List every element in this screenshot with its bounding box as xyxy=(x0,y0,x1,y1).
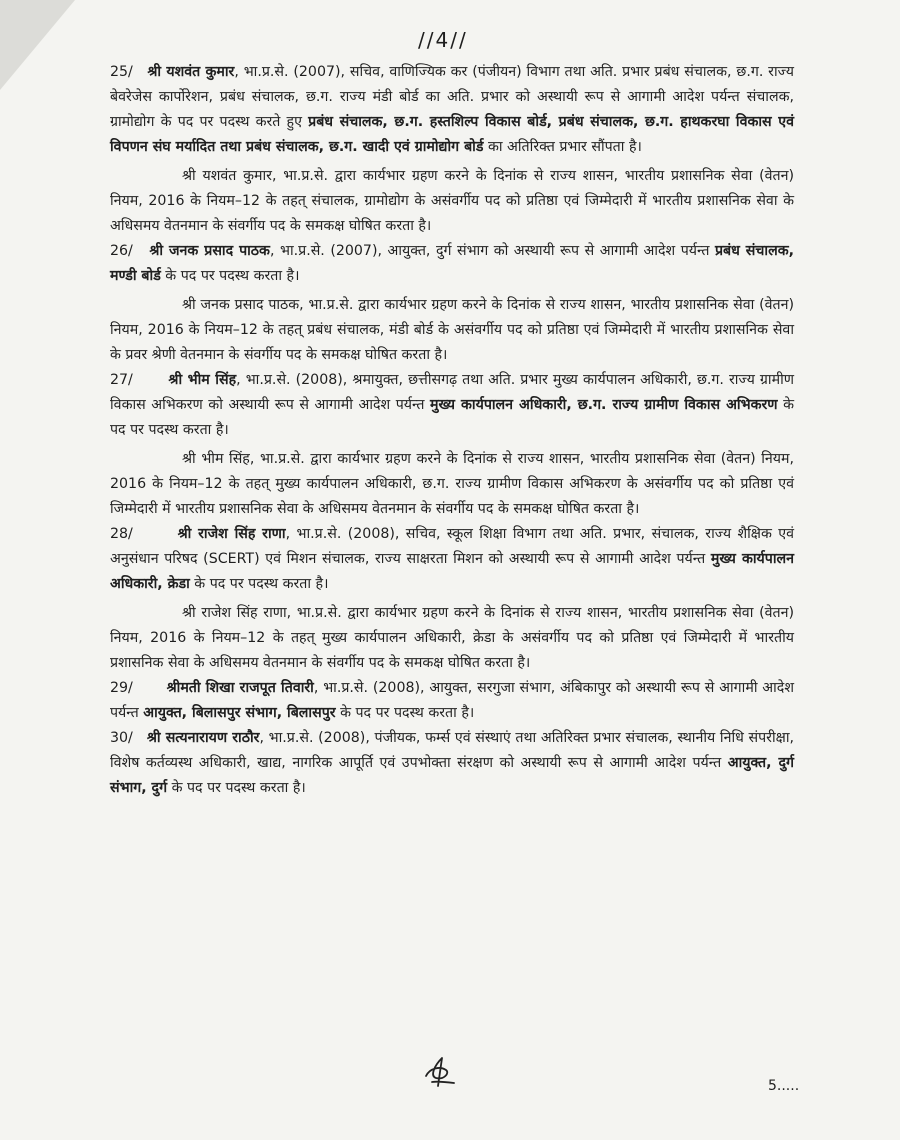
entry-25-declaration: श्री यशवंत कुमार, भा.प्र.से. द्वारा कार्यभार ग्रहण करने के दिनांक से राज्य शासन, भारतीय प्रशासनिक सेवा (वेतन) नियम, 2016 के नियम–12 के तहत् संचालक, ग्रामोद्योग के असंवर्गीय पद को प्रतिष्ठा एवं जिम्मेदारी में भारतीय प्रशासनिक सेवा के अधिसमय वेतनमान के संवर्गीय पद के समकक्ष घोषित करता है। xyxy=(110,168,794,234)
entry-text: संचालक, ग्रामोद्योग xyxy=(110,89,794,130)
officer-name: श्री जनक प्रसाद पाठक xyxy=(149,243,270,259)
entry-number: 28/ xyxy=(110,526,133,542)
signature-initials xyxy=(420,1048,458,1088)
posting-title: प्रबंध संचालक, छ.ग. हस्तशिल्प विकास बोर्ड, प्रबंध संचालक, छ.ग. हाथकरघा विकास एवं विपणन संघ मर्यादित तथा प्रबंध संचालक, छ.ग. खादी एवं ग्रामोद्योग बोर्ड xyxy=(110,114,794,155)
entry-number: 27/ xyxy=(110,372,133,388)
entry-26-declaration: श्री जनक प्रसाद पाठक, भा.प्र.से. द्वारा कार्यभार ग्रहण करने के दिनांक से राज्य शासन, भारतीय प्रशासनिक सेवा (वेतन) नियम, 2016 के नियम–12 के तहत् प्रबंध संचालक, मंडी बोर्ड के असंवर्गीय पद को प्रतिष्ठा एवं जिम्मेदारी में भारतीय प्रशासनिक सेवा के प्रवर श्रेणी वेतनमान के संवर्गीय पद के समकक्ष घोषित करता है। xyxy=(110,297,794,363)
order-entry-29 xyxy=(110,676,794,726)
entry-29-main xyxy=(110,676,794,726)
order-entry-25 xyxy=(110,60,794,239)
officer-name: श्रीमती शिखा राजपूत तिवारी xyxy=(166,680,314,696)
officer-name: श्री भीम सिंह xyxy=(168,372,237,388)
order-entry-30 xyxy=(110,726,794,801)
posting-title: मुख्य कार्यपालन अधिकारी, छ.ग. राज्य ग्रामीण विकास अभिकरण xyxy=(430,397,778,413)
entry-text: के पद पर पदस्थ करता है। xyxy=(189,576,329,592)
entry-25-main xyxy=(110,60,794,160)
posting-title: आयुक्त, दुर्ग संभाग, दुर्ग xyxy=(110,755,794,796)
entry-number: 29/ xyxy=(110,680,133,696)
entry-text: के पद पर पदस्थ करता है। xyxy=(110,397,794,438)
entry-text: के पद पर पदस्थ करता है। xyxy=(335,705,475,721)
entry-28-main xyxy=(110,522,794,597)
entry-30-main xyxy=(110,726,794,801)
entry-number: 26/ xyxy=(110,243,133,259)
next-page-marker: 5..... xyxy=(768,1078,800,1094)
entry-26-main xyxy=(110,239,794,289)
entry-number: 25/ xyxy=(110,64,133,80)
posting-title: मुख्य कार्यपालन अधिकारी, क्रेडा xyxy=(110,551,794,592)
entry-27-declaration: श्री भीम सिंह, भा.प्र.से. द्वारा कार्यभार ग्रहण करने के दिनांक से राज्य शासन, भारतीय प्रशासनिक सेवा (वेतन) नियम, 2016 के नियम–12 के तहत् मुख्य कार्यपालन अधिकारी, छ.ग. राज्य ग्रामीण विकास अभिकरण के असंवर्गीय पद को प्रतिष्ठा एवं जिम्मेदारी में भारतीय प्रशासनिक सेवा के अधिसमय वेतनमान के संवर्गीय पद के समकक्ष घोषित करता है। xyxy=(110,451,794,517)
entry-text: , भा.प्र.से. (2008), पंजीयक, फर्म्स एवं संस्थाएं तथा अतिरिक्त प्रभार संचालक, स्थानीय निधि संपरीक्षा, विशेष कर्तव्यस्थ अधिकारी, खाद्य, नागरिक आपूर्ति एवं उपभोक्ता संरक्षण को अस्थायी रूप से आगामी आदेश पर्यन्त xyxy=(110,730,795,771)
entry-number: 30/ xyxy=(110,730,133,746)
entry-text: , भा.प्र.से. (2007), आयुक्त, दुर्ग संभाग को अस्थायी रूप से आगामी आदेश पर्यन्त xyxy=(269,243,715,259)
folded-corner xyxy=(0,0,75,90)
posting-title: आयुक्त, बिलासपुर संभाग, बिलासपुर xyxy=(143,705,336,721)
officer-name: श्री सत्यनारायण राठौर xyxy=(146,730,260,746)
entry-text: के पद पर पदस्थ करते हुए xyxy=(154,114,309,130)
officer-name: श्री राजेश सिंह राणा xyxy=(177,526,286,542)
entry-text: , भा.प्र.से. (2008), सचिव, स्कूल शिक्षा विभाग तथा अति. प्रभार, संचालक, राज्य शैक्षिक एवं अनुसंधान परिषद (SCERT) एवं मिशन संचालक, राज्य साक्षरता मिशन को अस्थायी रूप से आगामी आदेश पर्यन्त xyxy=(110,526,794,567)
entry-text: के पद पर पदस्थ करता है। xyxy=(160,268,300,284)
entry-27-main xyxy=(110,368,794,443)
entry-text: का अतिरिक्त प्रभार सौंपता है। xyxy=(483,139,642,155)
order-entry-26 xyxy=(110,239,794,368)
officer-name: श्री यशवंत कुमार xyxy=(147,64,235,80)
entry-text: , भा.प्र.से. (2008), आयुक्त, सरगुजा संभाग, अंबिकापुर को अस्थायी रूप से आगामी आदेश पर्यन्त xyxy=(110,680,794,721)
page-number: //4// xyxy=(418,28,468,52)
posting-title: प्रबंध संचालक, मण्डी बोर्ड xyxy=(110,243,794,284)
entry-text: , भा.प्र.से. (2007), सचिव, वाणिज्यिक कर (पंजीयन) विभाग तथा अति. प्रभार प्रबंध संचालक, छ.ग. राज्य बेवरेजेस कार्पोरेशन, प्रबंध संचालक, छ.ग. राज्य मंडी बोर्ड का अति. प्रभार को अस्थायी रूप से आगामी आदेश पर्यन्त xyxy=(110,64,794,105)
entry-text: , भा.प्र.से. (2008), श्रमायुक्त, छत्तीसगढ़ तथा अति. प्रभार मुख्य कार्यपालन अधिकारी, छ.ग. राज्य ग्रामीण विकास अभिकरण को अस्थायी रूप से आगामी आदेश पर्यन्त xyxy=(110,372,795,413)
entry-28-declaration: श्री राजेश सिंह राणा, भा.प्र.से. द्वारा कार्यभार ग्रहण करने के दिनांक से राज्य शासन, भारतीय प्रशासनिक सेवा (वेतन) नियम, 2016 के नियम–12 के तहत् मुख्य कार्यपालन अधिकारी, क्रेडा के असंवर्गीय पद को प्रतिष्ठा एवं जिम्मेदारी में भारतीय प्रशासनिक सेवा के अधिसमय वेतनमान के संवर्गीय पद के समकक्ष घोषित करता है। xyxy=(110,605,794,671)
order-body xyxy=(110,60,794,801)
order-entry-28 xyxy=(110,522,794,676)
order-entry-27 xyxy=(110,368,794,522)
entry-text: के पद पर पदस्थ करता है। xyxy=(167,780,306,796)
